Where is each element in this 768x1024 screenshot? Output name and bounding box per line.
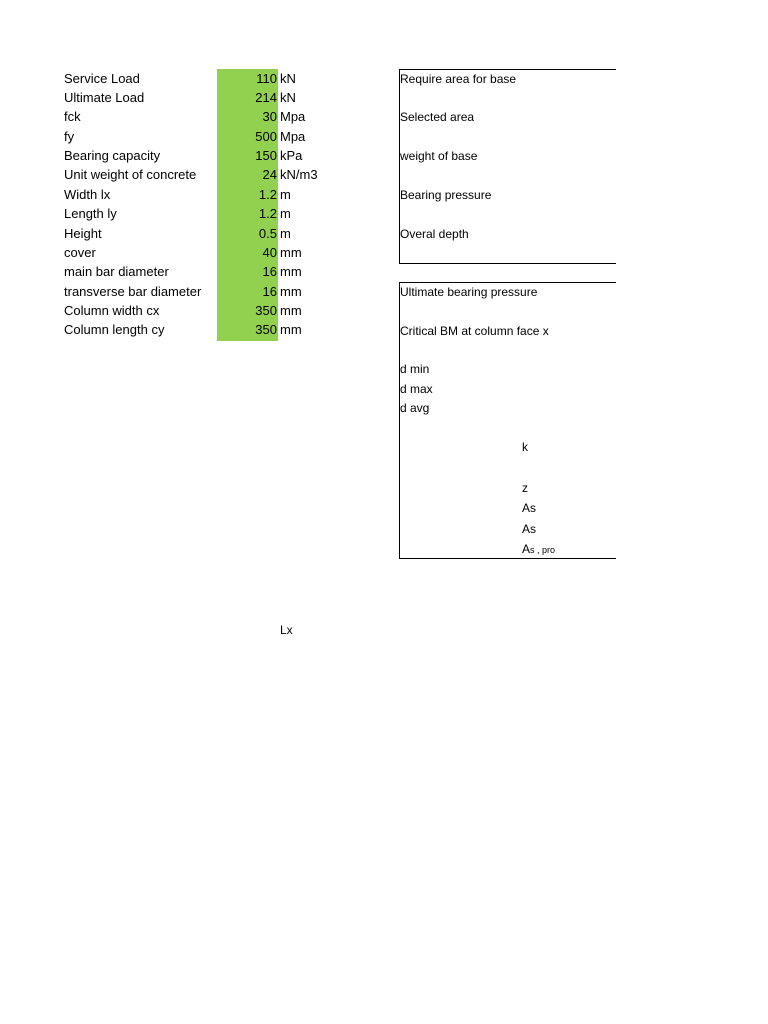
input-value[interactable]: 30 xyxy=(262,109,277,124)
input-label: Bearing capacity xyxy=(64,148,161,163)
input-value[interactable]: 0.5 xyxy=(258,226,277,241)
critical-bm-label: Critical BM at column face x xyxy=(400,324,549,338)
lx-diagram-label: Lx xyxy=(280,623,293,637)
k-label: k xyxy=(522,440,528,454)
as-label: As xyxy=(522,501,537,515)
input-label: transverse bar diameter xyxy=(64,284,202,299)
input-label: Unit weight of concrete xyxy=(64,167,197,182)
input-unit: kN xyxy=(280,90,296,105)
d-max-label: d max xyxy=(400,382,433,396)
input-unit: m xyxy=(280,206,291,221)
input-value[interactable]: 500 xyxy=(255,129,277,144)
input-unit: kN xyxy=(280,71,296,86)
input-value[interactable]: 150 xyxy=(255,148,277,163)
input-value[interactable]: 40 xyxy=(262,245,277,260)
as-pro-label xyxy=(522,542,555,558)
input-label: Service Load xyxy=(64,71,140,86)
input-value[interactable]: 214 xyxy=(255,90,277,105)
input-unit: Mpa xyxy=(280,109,306,124)
input-unit: m xyxy=(280,226,291,241)
z-label: z xyxy=(522,481,528,495)
input-label: Length ly xyxy=(64,206,117,221)
as-label: As xyxy=(522,522,537,536)
input-unit: m xyxy=(280,187,291,202)
input-unit: mm xyxy=(280,245,302,260)
input-unit: mm xyxy=(280,264,302,279)
input-label: Height xyxy=(64,226,102,241)
ultimate-bearing-pressure-label: Ultimate bearing pressure xyxy=(400,285,538,299)
selected-area-label: Selected area xyxy=(400,110,475,124)
input-value[interactable]: 110 xyxy=(256,71,277,86)
overal-depth-label: Overal depth xyxy=(400,227,469,241)
input-value[interactable]: 16 xyxy=(262,284,277,299)
input-label: main bar diameter xyxy=(64,264,169,279)
input-label: Column width cx xyxy=(64,303,160,318)
input-value[interactable]: 350 xyxy=(255,303,277,318)
input-value[interactable]: 1.2 xyxy=(258,187,277,202)
input-unit: mm xyxy=(280,303,302,318)
input-label: fck xyxy=(64,109,81,124)
input-label: Ultimate Load xyxy=(64,90,145,105)
input-value[interactable]: 16 xyxy=(262,264,277,279)
input-label: fy xyxy=(64,129,75,144)
input-value[interactable]: 1.2 xyxy=(258,206,277,221)
bearing-pressure-label: Bearing pressure xyxy=(400,188,492,202)
as-pro-main: A xyxy=(522,542,531,556)
weight-of-base-label: weight of base xyxy=(400,149,478,163)
input-unit: kN/m3 xyxy=(280,167,318,182)
d-min-label: d min xyxy=(400,362,430,376)
input-label: cover xyxy=(64,245,96,260)
input-unit: kPa xyxy=(280,148,303,163)
input-unit: Mpa xyxy=(280,129,306,144)
input-label: Width lx xyxy=(64,187,111,202)
d-avg-label: d avg xyxy=(400,401,430,415)
input-unit: mm xyxy=(280,322,302,337)
input-label: Column length cy xyxy=(64,322,165,337)
require-area-label: Require area for base xyxy=(400,72,517,86)
input-value[interactable]: 24 xyxy=(262,167,277,182)
as-pro-subscript: s , pro xyxy=(530,545,556,555)
input-value[interactable]: 350 xyxy=(255,322,277,337)
input-unit: mm xyxy=(280,284,302,299)
